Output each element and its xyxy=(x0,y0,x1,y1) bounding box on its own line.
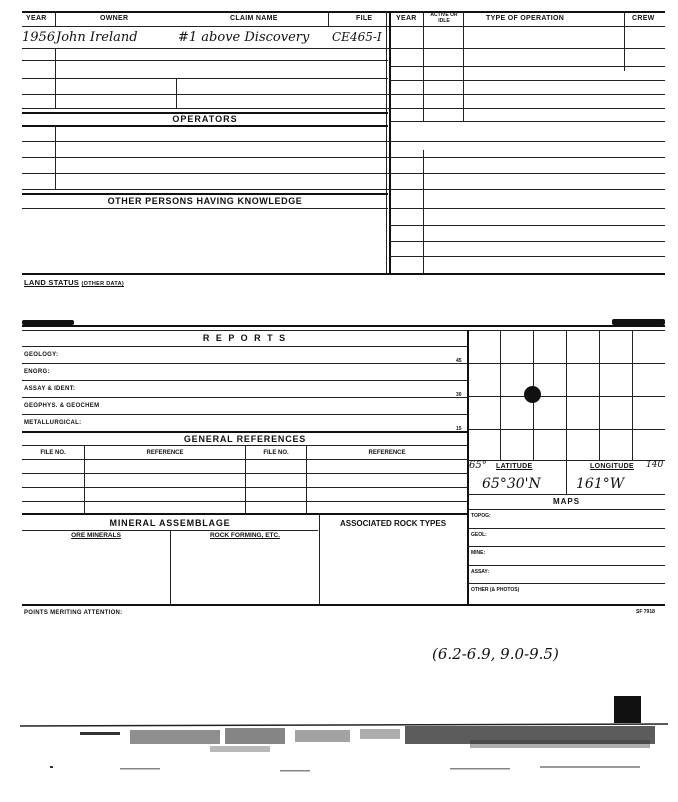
row-line xyxy=(390,121,665,122)
divider xyxy=(328,11,329,26)
land-status-label: LAND STATUS xyxy=(24,278,80,287)
section-line xyxy=(22,125,388,127)
maps-other: OTHER (& PHOTOS) xyxy=(471,587,520,593)
longitude-value: 161°W xyxy=(576,476,625,492)
row-line xyxy=(468,509,665,510)
row-line xyxy=(22,346,468,347)
operators-label: OPERATORS xyxy=(172,114,238,124)
ref-col-reference-1: REFERENCE xyxy=(146,450,184,456)
divider xyxy=(389,11,391,274)
section-line xyxy=(22,273,665,275)
divider xyxy=(624,11,625,71)
form-number: SF 7918 xyxy=(636,609,655,615)
row-line xyxy=(468,565,665,566)
latitude-value: 65°30'N xyxy=(482,476,541,492)
grid-line xyxy=(500,330,501,460)
col-active-idle: ACTIVE OR IDLE xyxy=(430,12,458,24)
row-line xyxy=(22,363,468,364)
grid-line xyxy=(632,330,633,460)
bottom-border xyxy=(22,604,665,606)
reports-title: R E P O R T S xyxy=(202,333,288,343)
row-line xyxy=(22,397,468,398)
report-row-engrg: ENGRG: xyxy=(24,369,50,375)
row-line xyxy=(468,546,665,547)
section-line xyxy=(22,431,468,433)
maps-topog: TOPOG: xyxy=(471,513,491,519)
scan-noise-strip xyxy=(20,720,668,780)
scale-45: 45 xyxy=(456,358,462,364)
entry-file: CE465-I xyxy=(332,30,382,44)
divider xyxy=(84,445,85,513)
row-line xyxy=(22,157,665,158)
col-year: YEAR xyxy=(26,15,47,22)
maps-geol: GEOL: xyxy=(471,532,487,538)
col-claim-name: CLAIM NAME xyxy=(230,15,278,22)
land-status-sub: (OTHER DATA) xyxy=(81,281,124,287)
row-line xyxy=(22,330,665,331)
divider xyxy=(306,445,307,513)
ref-col-file-no-1: FILE NO. xyxy=(40,450,66,456)
associated-rock-types-label: ASSOCIATED ROCK TYPES xyxy=(339,519,447,528)
section-line xyxy=(22,513,468,515)
entry-owner: John Ireland xyxy=(56,30,138,45)
divider xyxy=(55,48,56,108)
row-line xyxy=(22,60,388,61)
col-year-2: YEAR xyxy=(396,15,417,22)
row-line xyxy=(468,528,665,529)
latitude-label: LATITUDE xyxy=(496,463,533,470)
entry-claim-name: #1 above Discovery xyxy=(178,30,310,45)
scale-15: 15 xyxy=(456,426,462,432)
col-file: FILE xyxy=(356,15,373,22)
row-line xyxy=(390,208,665,209)
divider xyxy=(55,11,56,26)
general-references-title: GENERAL REFERENCES xyxy=(183,434,307,444)
row-line xyxy=(22,173,665,174)
row-line xyxy=(22,78,388,79)
row-line xyxy=(22,108,665,109)
col-owner: OWNER xyxy=(100,15,129,22)
col-crew: CREW xyxy=(632,15,655,22)
row-line xyxy=(390,66,665,67)
row-line xyxy=(22,94,665,95)
report-row-assay: ASSAY & IDENT: xyxy=(24,386,76,392)
handwritten-note: (6.2-6.9, 9.0-9.5) xyxy=(432,645,559,663)
report-row-geophys: GEOPHYS. & GEOCHEM xyxy=(24,403,100,409)
divider xyxy=(176,78,177,108)
row-line xyxy=(22,208,388,209)
report-row-metallurgical: METALLURGICAL: xyxy=(24,420,82,426)
grid-line xyxy=(468,396,665,397)
grid-line xyxy=(566,330,567,460)
row-line xyxy=(390,241,665,242)
reports-top xyxy=(22,325,665,327)
scan-block xyxy=(614,696,641,723)
lat-prefix: 65° xyxy=(469,460,487,471)
divider xyxy=(319,513,320,604)
report-row-geology: GEOLOGY: xyxy=(24,352,59,358)
row-line xyxy=(22,414,468,415)
divider xyxy=(566,460,567,494)
mineral-assemblage-title: MINERAL ASSEMBLAGE xyxy=(109,518,231,528)
row-line xyxy=(468,583,665,584)
grid-line xyxy=(468,363,665,364)
section-line xyxy=(22,193,388,195)
scale-30: 30 xyxy=(456,392,462,398)
col-type-of-operation: TYPE OF OPERATION xyxy=(486,15,565,22)
top-border xyxy=(22,11,665,13)
points-meriting-attention: POINTS MERITING ATTENTION: xyxy=(24,610,123,616)
location-dot-icon xyxy=(524,386,541,403)
entry-year: 1956 xyxy=(22,30,56,45)
grid-line xyxy=(599,330,600,460)
ore-minerals-label: ORE MINERALS xyxy=(71,532,121,539)
divider xyxy=(55,125,56,189)
row-line xyxy=(390,80,665,81)
maps-assay: ASSAY: xyxy=(471,569,490,575)
rock-forming-label: ROCK FORMING, ETC. xyxy=(209,532,281,539)
lon-prefix: 140 xyxy=(646,460,664,470)
row-line xyxy=(390,225,665,226)
row-line xyxy=(390,256,665,257)
ref-col-reference-2: REFERENCE xyxy=(368,450,406,456)
row-line xyxy=(22,48,665,49)
longitude-label: LONGITUDE xyxy=(590,463,634,470)
row-line xyxy=(22,141,665,142)
header-divider xyxy=(22,26,665,27)
maps-title: MAPS xyxy=(552,497,581,506)
ref-col-file-no-2: FILE NO. xyxy=(263,450,289,456)
row-line xyxy=(22,189,665,190)
row-line xyxy=(22,380,468,381)
maps-mine: MINE: xyxy=(471,550,486,556)
divider xyxy=(170,530,171,604)
row-line xyxy=(468,494,665,495)
divider xyxy=(386,11,387,274)
land-status xyxy=(24,278,124,287)
divider xyxy=(245,445,246,513)
other-persons-label: OTHER PERSONS HAVING KNOWLEDGE xyxy=(107,196,303,206)
grid-line xyxy=(468,429,665,430)
